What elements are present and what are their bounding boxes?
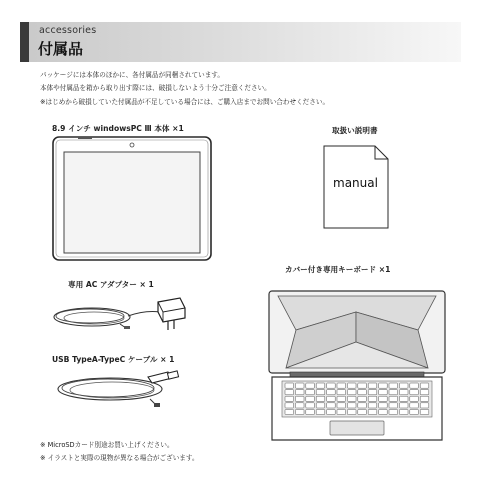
keyboard-key: [327, 383, 336, 388]
keyboard-key: [295, 383, 304, 388]
section-title: 付属品: [38, 40, 84, 58]
keyboard-key: [327, 396, 336, 401]
keyboard-key: [389, 390, 398, 395]
manual-booklet-text: manual: [333, 176, 378, 190]
keyboard-key: [420, 396, 429, 401]
keyboard-key: [285, 390, 294, 395]
keyboard-label: カバー付き専用キーボード ×1: [285, 265, 391, 274]
keyboard-key: [295, 390, 304, 395]
keyboard-key: [399, 390, 408, 395]
keyboard-key: [368, 403, 377, 408]
keyboard-key: [410, 390, 419, 395]
adapter-illustration: [50, 292, 190, 336]
keyboard-key: [368, 409, 377, 414]
keyboard-key: [379, 390, 388, 395]
keyboard-key: [295, 396, 304, 401]
keyboard-key: [368, 396, 377, 401]
keyboard-key: [347, 383, 356, 388]
keyboard-key: [337, 409, 346, 414]
keyboard-key: [389, 396, 398, 401]
keyboard-key: [358, 403, 367, 408]
tablet-label: 8.9 インチ windowsPC Ⅲ 本体 ×1: [52, 124, 184, 133]
keyboard-key: [347, 396, 356, 401]
keyboard-key: [358, 409, 367, 414]
keyboard-key: [295, 409, 304, 414]
keyboard-key: [358, 396, 367, 401]
keyboard-key: [285, 396, 294, 401]
keyboard-key: [327, 390, 336, 395]
keyboard-key: [306, 396, 315, 401]
adapter-label: 専用 AC アダプター × 1: [68, 280, 154, 289]
keyboard-key: [337, 390, 346, 395]
section-header-accent: [20, 22, 29, 62]
keyboard-key: [316, 403, 325, 408]
footnote-line: ※ MicroSDカード別途お買い上げください。: [40, 441, 174, 449]
keyboard-key: [368, 390, 377, 395]
keyboard-key: [316, 390, 325, 395]
tablet-illustration: [52, 136, 212, 261]
keyboard-key: [389, 383, 398, 388]
keyboard-key: [368, 383, 377, 388]
keyboard-key: [285, 403, 294, 408]
keyboard-key: [379, 396, 388, 401]
intro-line: ※はじめから破損していた付属品が不足している場合には、ご購入店までお問い合わせください。: [40, 97, 330, 106]
footnotes: [40, 439, 199, 466]
keyboard-key: [379, 403, 388, 408]
keyboard-key: [399, 383, 408, 388]
cable-label: USB TypeA-TypeC ケーブル × 1: [52, 355, 175, 364]
keyboard-key: [389, 403, 398, 408]
keyboard-key: [285, 383, 294, 388]
footnote-line: ※ イラストと実際の現物が異なる場合がございます。: [40, 454, 199, 463]
keyboard-key: [410, 409, 419, 414]
keyboard-key: [327, 409, 336, 414]
keyboard-key: [420, 390, 429, 395]
cable-illustration: [50, 367, 190, 411]
intro-text: [40, 69, 329, 109]
keyboard-key: [420, 383, 429, 388]
keyboard-key: [347, 390, 356, 395]
intro-line: 本体や付属品を箱から取り出す際には、破損しないよう十分ご注意ください。: [40, 84, 271, 93]
keyboard-key: [420, 409, 429, 414]
keyboard-key: [347, 409, 356, 414]
keyboard-key: [316, 409, 325, 414]
manual-label: 取扱い説明書: [332, 126, 378, 135]
keyboard-key: [316, 396, 325, 401]
keyboard-key: [306, 409, 315, 414]
keyboard-key: [379, 409, 388, 414]
keyboard-key: [306, 403, 315, 408]
keyboard-key: [285, 409, 294, 414]
keyboard-key: [358, 383, 367, 388]
keyboard-key: [399, 409, 408, 414]
keyboard-key: [410, 396, 419, 401]
keyboard-key: [327, 403, 336, 408]
keyboard-key: [316, 383, 325, 388]
keyboard-key: [410, 383, 419, 388]
keyboard-key: [420, 403, 429, 408]
keyboard-key: [389, 409, 398, 414]
keyboard-key: [410, 403, 419, 408]
keyboard-key: [306, 390, 315, 395]
keyboard-key: [337, 403, 346, 408]
section-subtitle: accessories: [39, 25, 97, 36]
keyboard-illustration: [268, 290, 446, 442]
keyboard-key: [306, 383, 315, 388]
keyboard-key: [337, 396, 346, 401]
keyboard-key: [399, 396, 408, 401]
keyboard-key: [358, 390, 367, 395]
intro-line: パッケージには本体のほかに、各付属品が同梱されています。: [40, 71, 224, 79]
keyboard-key: [295, 403, 304, 408]
keyboard-key: [347, 403, 356, 408]
keyboard-key: [379, 383, 388, 388]
keyboard-key: [399, 403, 408, 408]
keyboard-key: [337, 383, 346, 388]
